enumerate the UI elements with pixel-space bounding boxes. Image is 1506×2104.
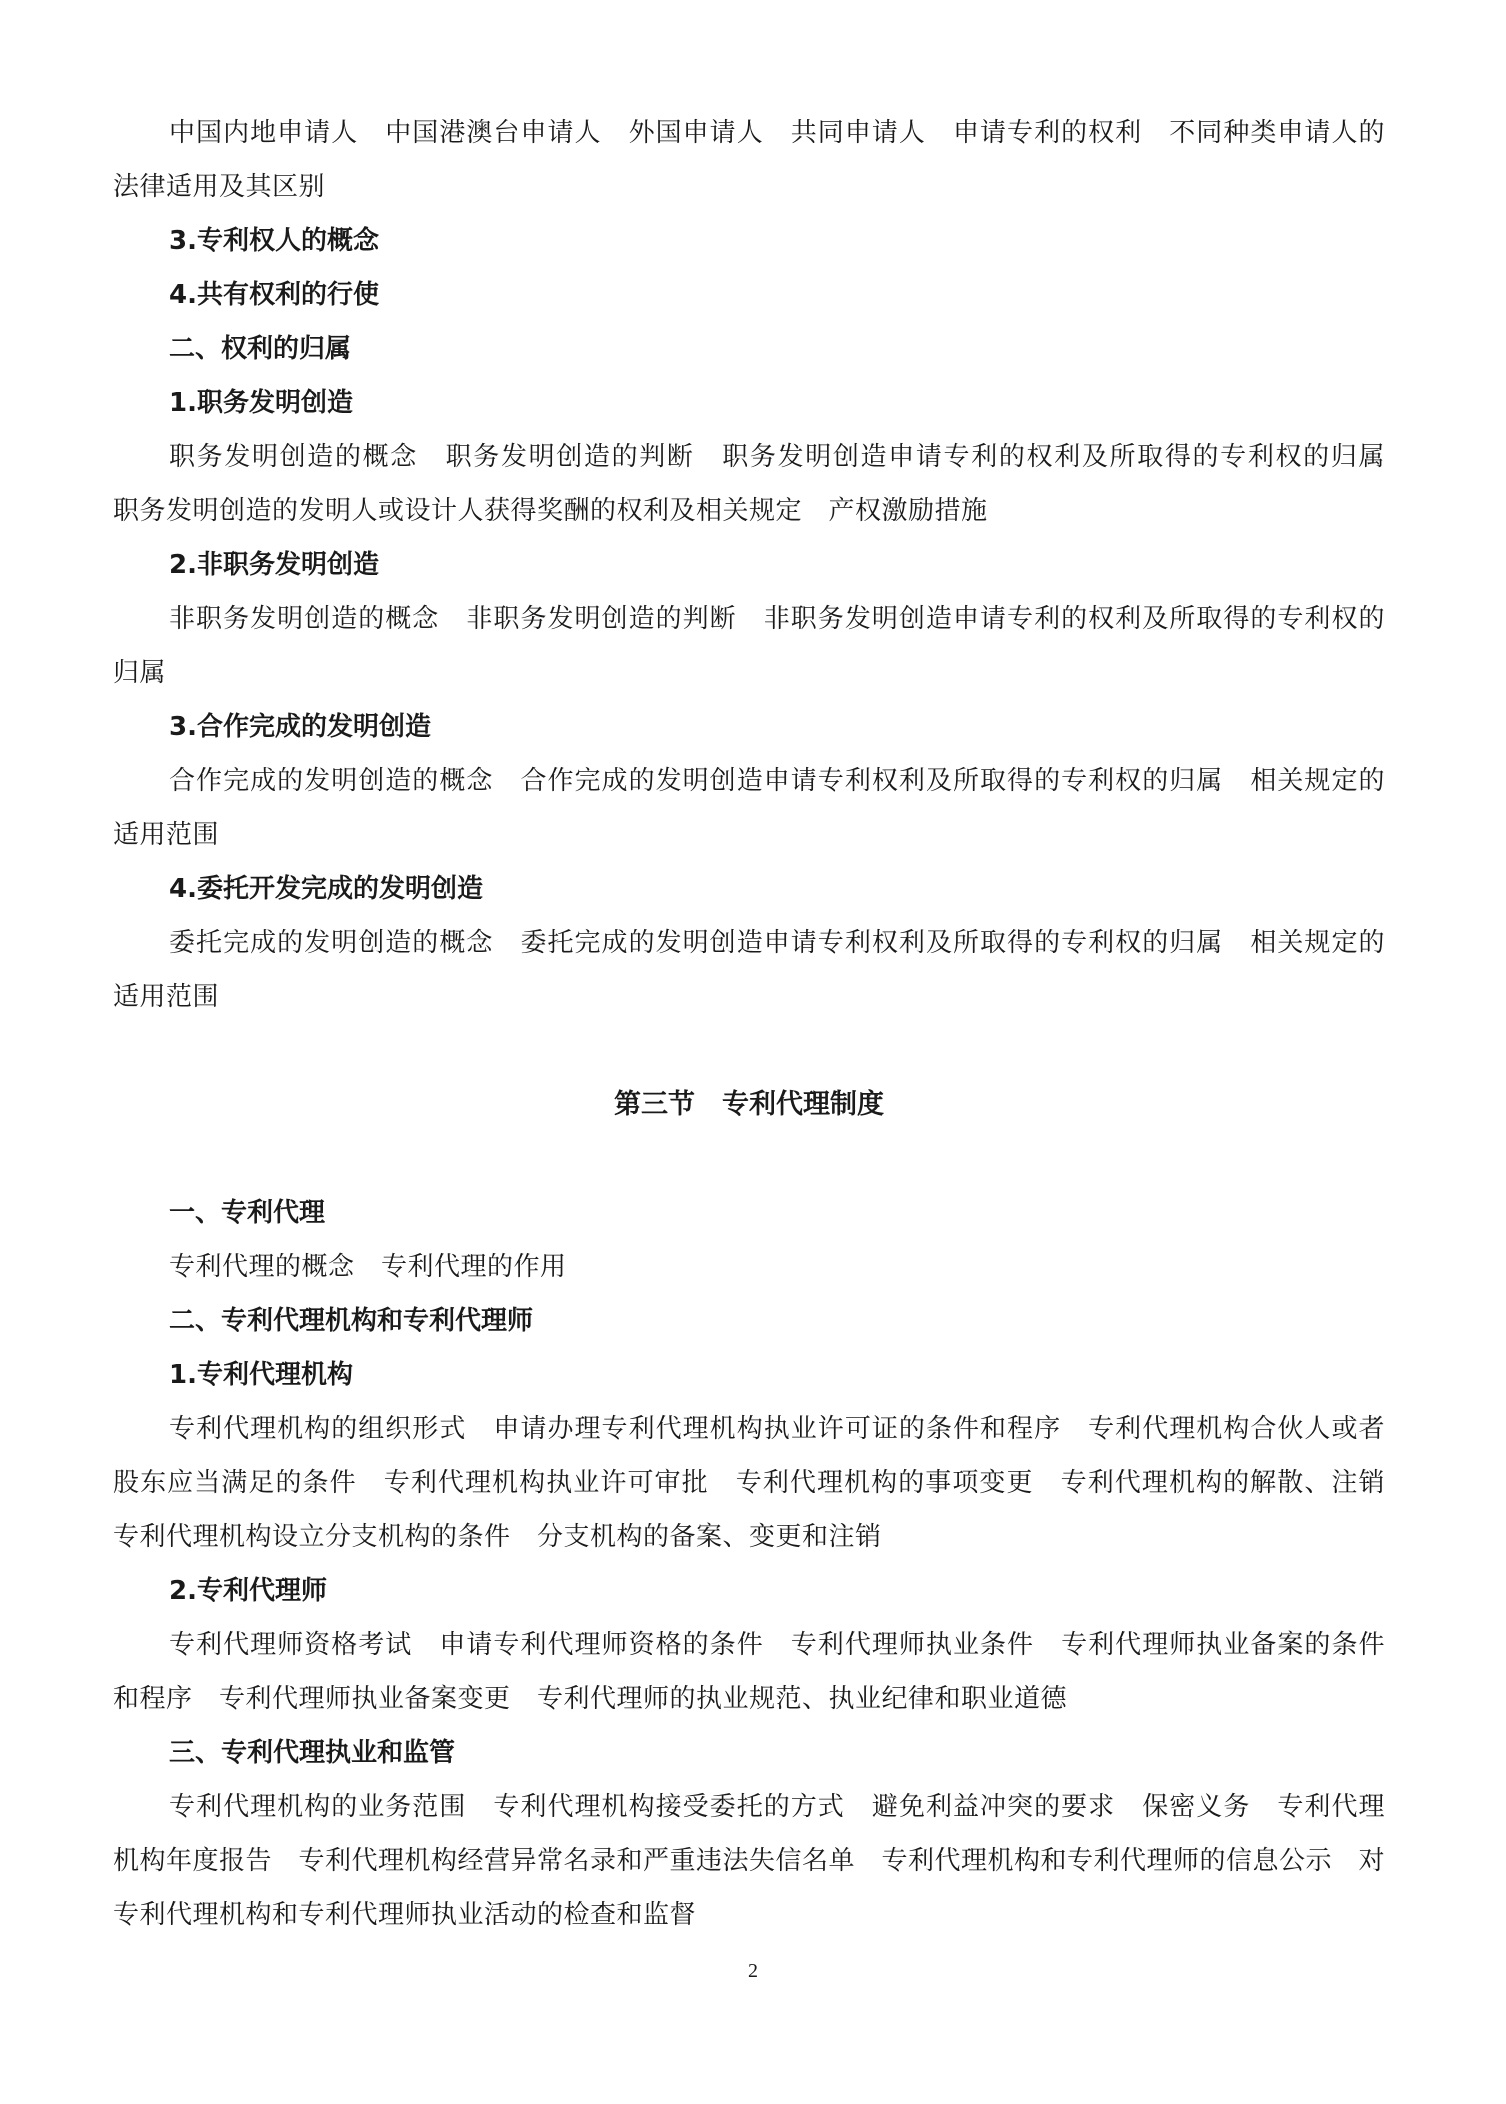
- heading-non-service-invention: 2.非职务发明创造: [169, 550, 379, 580]
- cooperative-invention-text: 合作完成的发明创造的概念 合作完成的发明创造申请专利权利及所取得的专利权的归属 相关规定的适用范围: [113, 766, 1385, 850]
- heading-commissioned-invention: 4.委托开发完成的发明创造: [169, 874, 483, 904]
- practice-and-supervision-text: 专利代理机构的业务范围 专利代理机构接受委托的方式 避免利益冲突的要求 保密义务 专利代理机构年度报告 专利代理机构经营异常名录和严重违法失信名单 专利代理机构和专利代理师的信息公示 对专利代理机构和专利代理师执业活动的检查和监督: [113, 1792, 1386, 1930]
- patent-agency-text: 专利代理的概念 专利代理的作用: [169, 1252, 567, 1282]
- commissioned-invention-text: 委托完成的发明创造的概念 委托完成的发明创造申请专利权利及所取得的专利权的归属 相关规定的适用范围: [113, 928, 1385, 1012]
- applicant-types-text: 中国内地申请人 中国港澳台申请人 外国申请人 共同申请人 申请专利的权利 不同种类申请人的法律适用及其区别: [113, 118, 1385, 202]
- non-service-invention-text: 非职务发明创造的概念 非职务发明创造的判断 非职务发明创造申请专利的权利及所取得的专利权的归属: [113, 604, 1385, 688]
- heading-service-invention: 1.职务发明创造: [169, 388, 353, 418]
- agency-institution-text: 专利代理机构的组织形式 申请办理专利代理机构执业许可证的条件和程序 专利代理机构合伙人或者股东应当满足的条件 专利代理机构执业许可审批 专利代理机构的事项变更 专利代理机构的解散、注销 专利代理机构设立分支机构的条件 分支机构的备案、变更和注销: [113, 1414, 1412, 1552]
- content-after-section: [113, 1186, 1412, 1942]
- heading-co-owned-rights: 4.共有权利的行使: [169, 280, 379, 310]
- heading-patent-agent: 2.专利代理师: [169, 1576, 327, 1606]
- heading-agency-institution: 1.专利代理机构: [169, 1360, 353, 1390]
- heading-patentee-concept: 3.专利权人的概念: [169, 226, 379, 256]
- service-invention-text: 职务发明创造的概念 职务发明创造的判断 职务发明创造申请专利的权利及所取得的专利权的归属 职务发明创造的发明人或设计人获得奖酬的权利及相关规定 产权激励措施: [113, 442, 1412, 526]
- heading-cooperative-invention: 3.合作完成的发明创造: [169, 712, 431, 742]
- heading-agencies-and-agents: 二、专利代理机构和专利代理师: [169, 1306, 534, 1336]
- document-page: [113, 106, 1412, 1942]
- heading-ownership-of-rights: 二、权利的归属: [169, 334, 352, 364]
- section-title: 第三节 专利代理制度: [614, 1089, 884, 1120]
- page-number: 2: [748, 1960, 758, 1982]
- heading-practice-and-supervision: 三、专利代理执业和监管: [169, 1738, 456, 1768]
- heading-patent-agency: 一、专利代理: [169, 1198, 326, 1228]
- patent-agent-text: 专利代理师资格考试 申请专利代理师资格的条件 专利代理师执业条件 专利代理师执业备案的条件和程序 专利代理师执业备案变更 专利代理师的执业规范、执业纪律和职业道德: [113, 1630, 1385, 1714]
- content-before-section: [113, 106, 1412, 1024]
